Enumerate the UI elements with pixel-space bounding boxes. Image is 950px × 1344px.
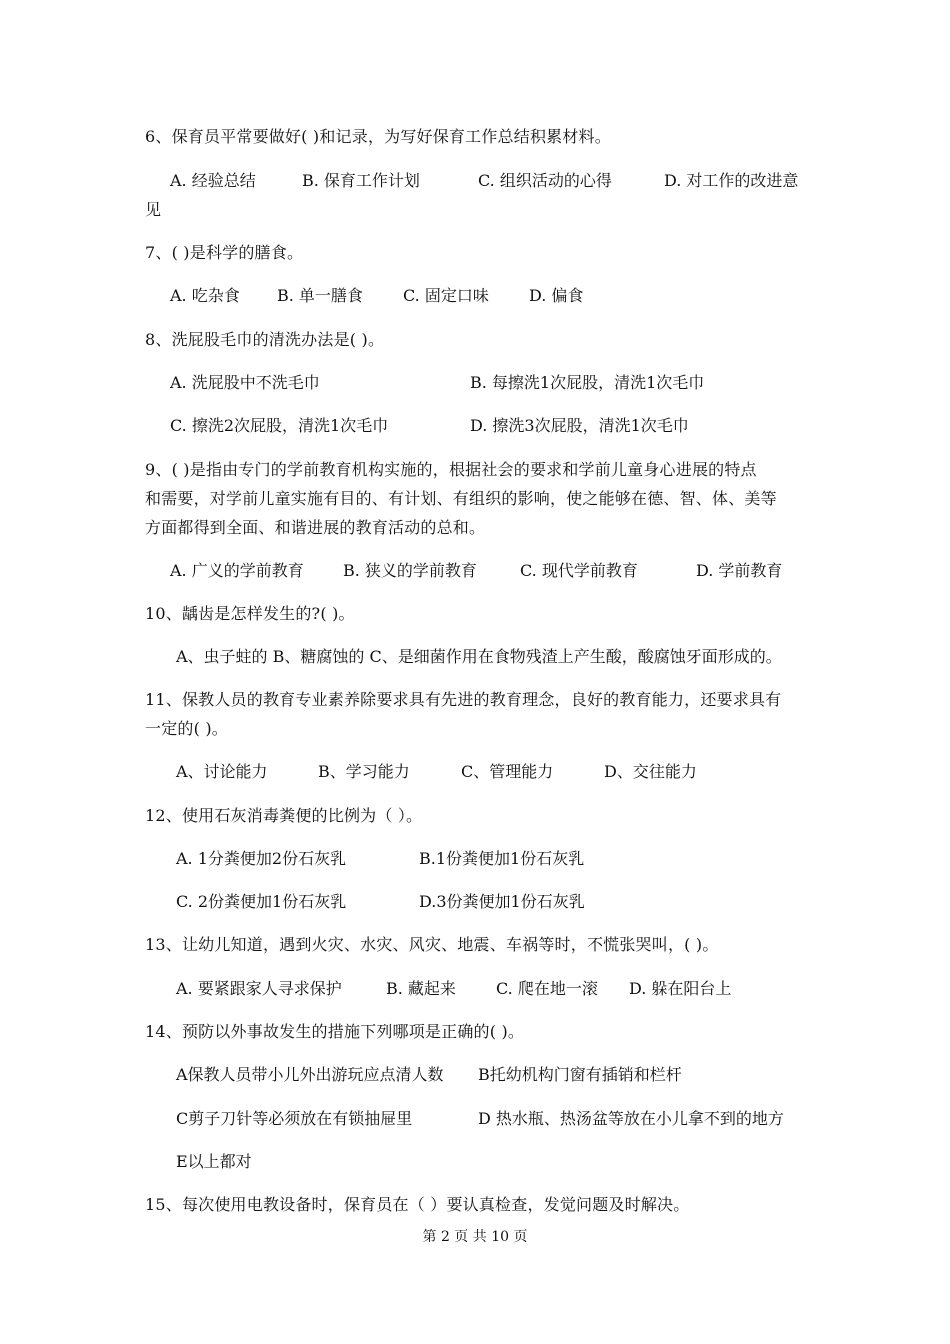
question-6-option-c: C. 组织活动的心得: [478, 171, 612, 190]
question-7-option-d: D. 偏食: [529, 286, 584, 305]
question-12-option-b: B.1份粪便加1份石灰乳: [419, 849, 585, 868]
question-9-option-a: A. 广义的学前教育: [170, 561, 304, 580]
question-8-option-c: C. 擦洗2次屁股，清洗1次毛巾: [170, 416, 389, 435]
page-footer: 第 2 页 共 10 页: [422, 1229, 528, 1245]
question-9-stem-line-1: 9、( )是指由专门的学前教育机构实施的，根据社会的要求和学前儿童身心进展的特点: [145, 460, 757, 479]
question-11-option-c: C、管理能力: [461, 762, 554, 781]
question-13-option-c: C. 爬在地一滚: [496, 979, 598, 998]
question-12-option-c: C. 2份粪便加1份石灰乳: [176, 892, 347, 911]
question-14-option-c: C剪子刀针等必须放在有锁抽屉里: [176, 1109, 413, 1128]
question-12-option-a: A. 1分粪便加2份石灰乳: [176, 849, 347, 868]
question-13-stem: 13、让幼儿知道，遇到火灾、水灾、风灾、地震、车祸等时，不慌张哭叫，( )。: [145, 935, 719, 954]
question-7-stem: 7、( )是科学的膳食。: [145, 243, 304, 262]
question-13-option-b: B. 藏起来: [386, 979, 456, 998]
question-8-option-b: B. 每擦洗1次屁股，清洗1次毛巾: [470, 373, 705, 392]
question-15-stem: 15、每次使用电教设备时，保育员在（ ）要认真检查，发觉问题及时解决。: [145, 1195, 690, 1214]
question-8-option-d: D. 擦洗3次屁股，清洗1次毛巾: [470, 416, 689, 435]
question-9-stem-line-2: 和需要，对学前儿童实施有目的、有计划、有组织的影响，使之能够在德、智、体、美等: [145, 489, 777, 508]
question-6-option-d: D. 对工作的改进意: [664, 171, 799, 190]
question-14-option-b: B托幼机构门窗有插销和栏杆: [478, 1065, 682, 1084]
question-11-stem-line-1: 11、保教人员的教育专业素养除要求具有先进的教育理念，良好的教育能力，还要求具有: [145, 690, 782, 709]
question-14-option-e: E以上都对: [176, 1152, 252, 1171]
question-6-option-a: A. 经验总结: [170, 171, 256, 190]
question-14-stem: 14、预防以外事故发生的措施下列哪项是正确的( )。: [145, 1022, 525, 1041]
question-11-stem-line-2: 一定的( )。: [145, 719, 228, 738]
question-13-option-d: D. 躲在阳台上: [629, 979, 732, 998]
question-11-option-b: B、学习能力: [318, 762, 410, 781]
question-14-option-a: A保教人员带小儿外出游玩应点清人数: [176, 1065, 444, 1084]
question-12-stem: 12、使用石灰消毒粪便的比例为（ ）。: [145, 806, 423, 825]
question-8-option-a: A. 洗屁股中不洗毛巾: [170, 373, 320, 392]
question-13-option-a: A. 要紧跟家人寻求保护: [176, 979, 342, 998]
question-9-option-b: B. 狭义的学前教育: [343, 561, 477, 580]
question-11-option-a: A、讨论能力: [176, 762, 268, 781]
question-6-stem: 6、保育员平常要做好( )和记录，为写好保育工作总结积累材料。: [145, 127, 611, 146]
question-6-option-b: B. 保育工作计划: [302, 171, 420, 190]
question-10-options: A、虫子蛀的 B、糖腐蚀的 C、是细菌作用在食物残渣上产生酸，酸腐蚀牙面形成的。: [176, 647, 782, 666]
question-7-option-a: A. 吃杂食: [170, 286, 240, 305]
question-7-option-c: C. 固定口味: [403, 286, 489, 305]
question-11-option-d: D、交往能力: [604, 762, 697, 781]
question-9-option-d: D. 学前教育: [696, 561, 783, 580]
question-14-option-d: D 热水瓶、热汤盆等放在小儿拿不到的地方: [478, 1109, 784, 1128]
question-9-option-c: C. 现代学前教育: [520, 561, 638, 580]
question-12-option-d: D.3份粪便加1份石灰乳: [419, 892, 585, 911]
question-7-option-b: B. 单一膳食: [277, 286, 363, 305]
question-8-stem: 8、洗屁股毛巾的清洗办法是( )。: [145, 330, 385, 349]
question-9-stem-line-3: 方面都得到全面、和谐进展的教育活动的总和。: [145, 518, 486, 537]
question-10-stem: 10、龋齿是怎样发生的?( )。: [145, 604, 355, 623]
question-6-option-d-tail: 见: [145, 200, 162, 219]
